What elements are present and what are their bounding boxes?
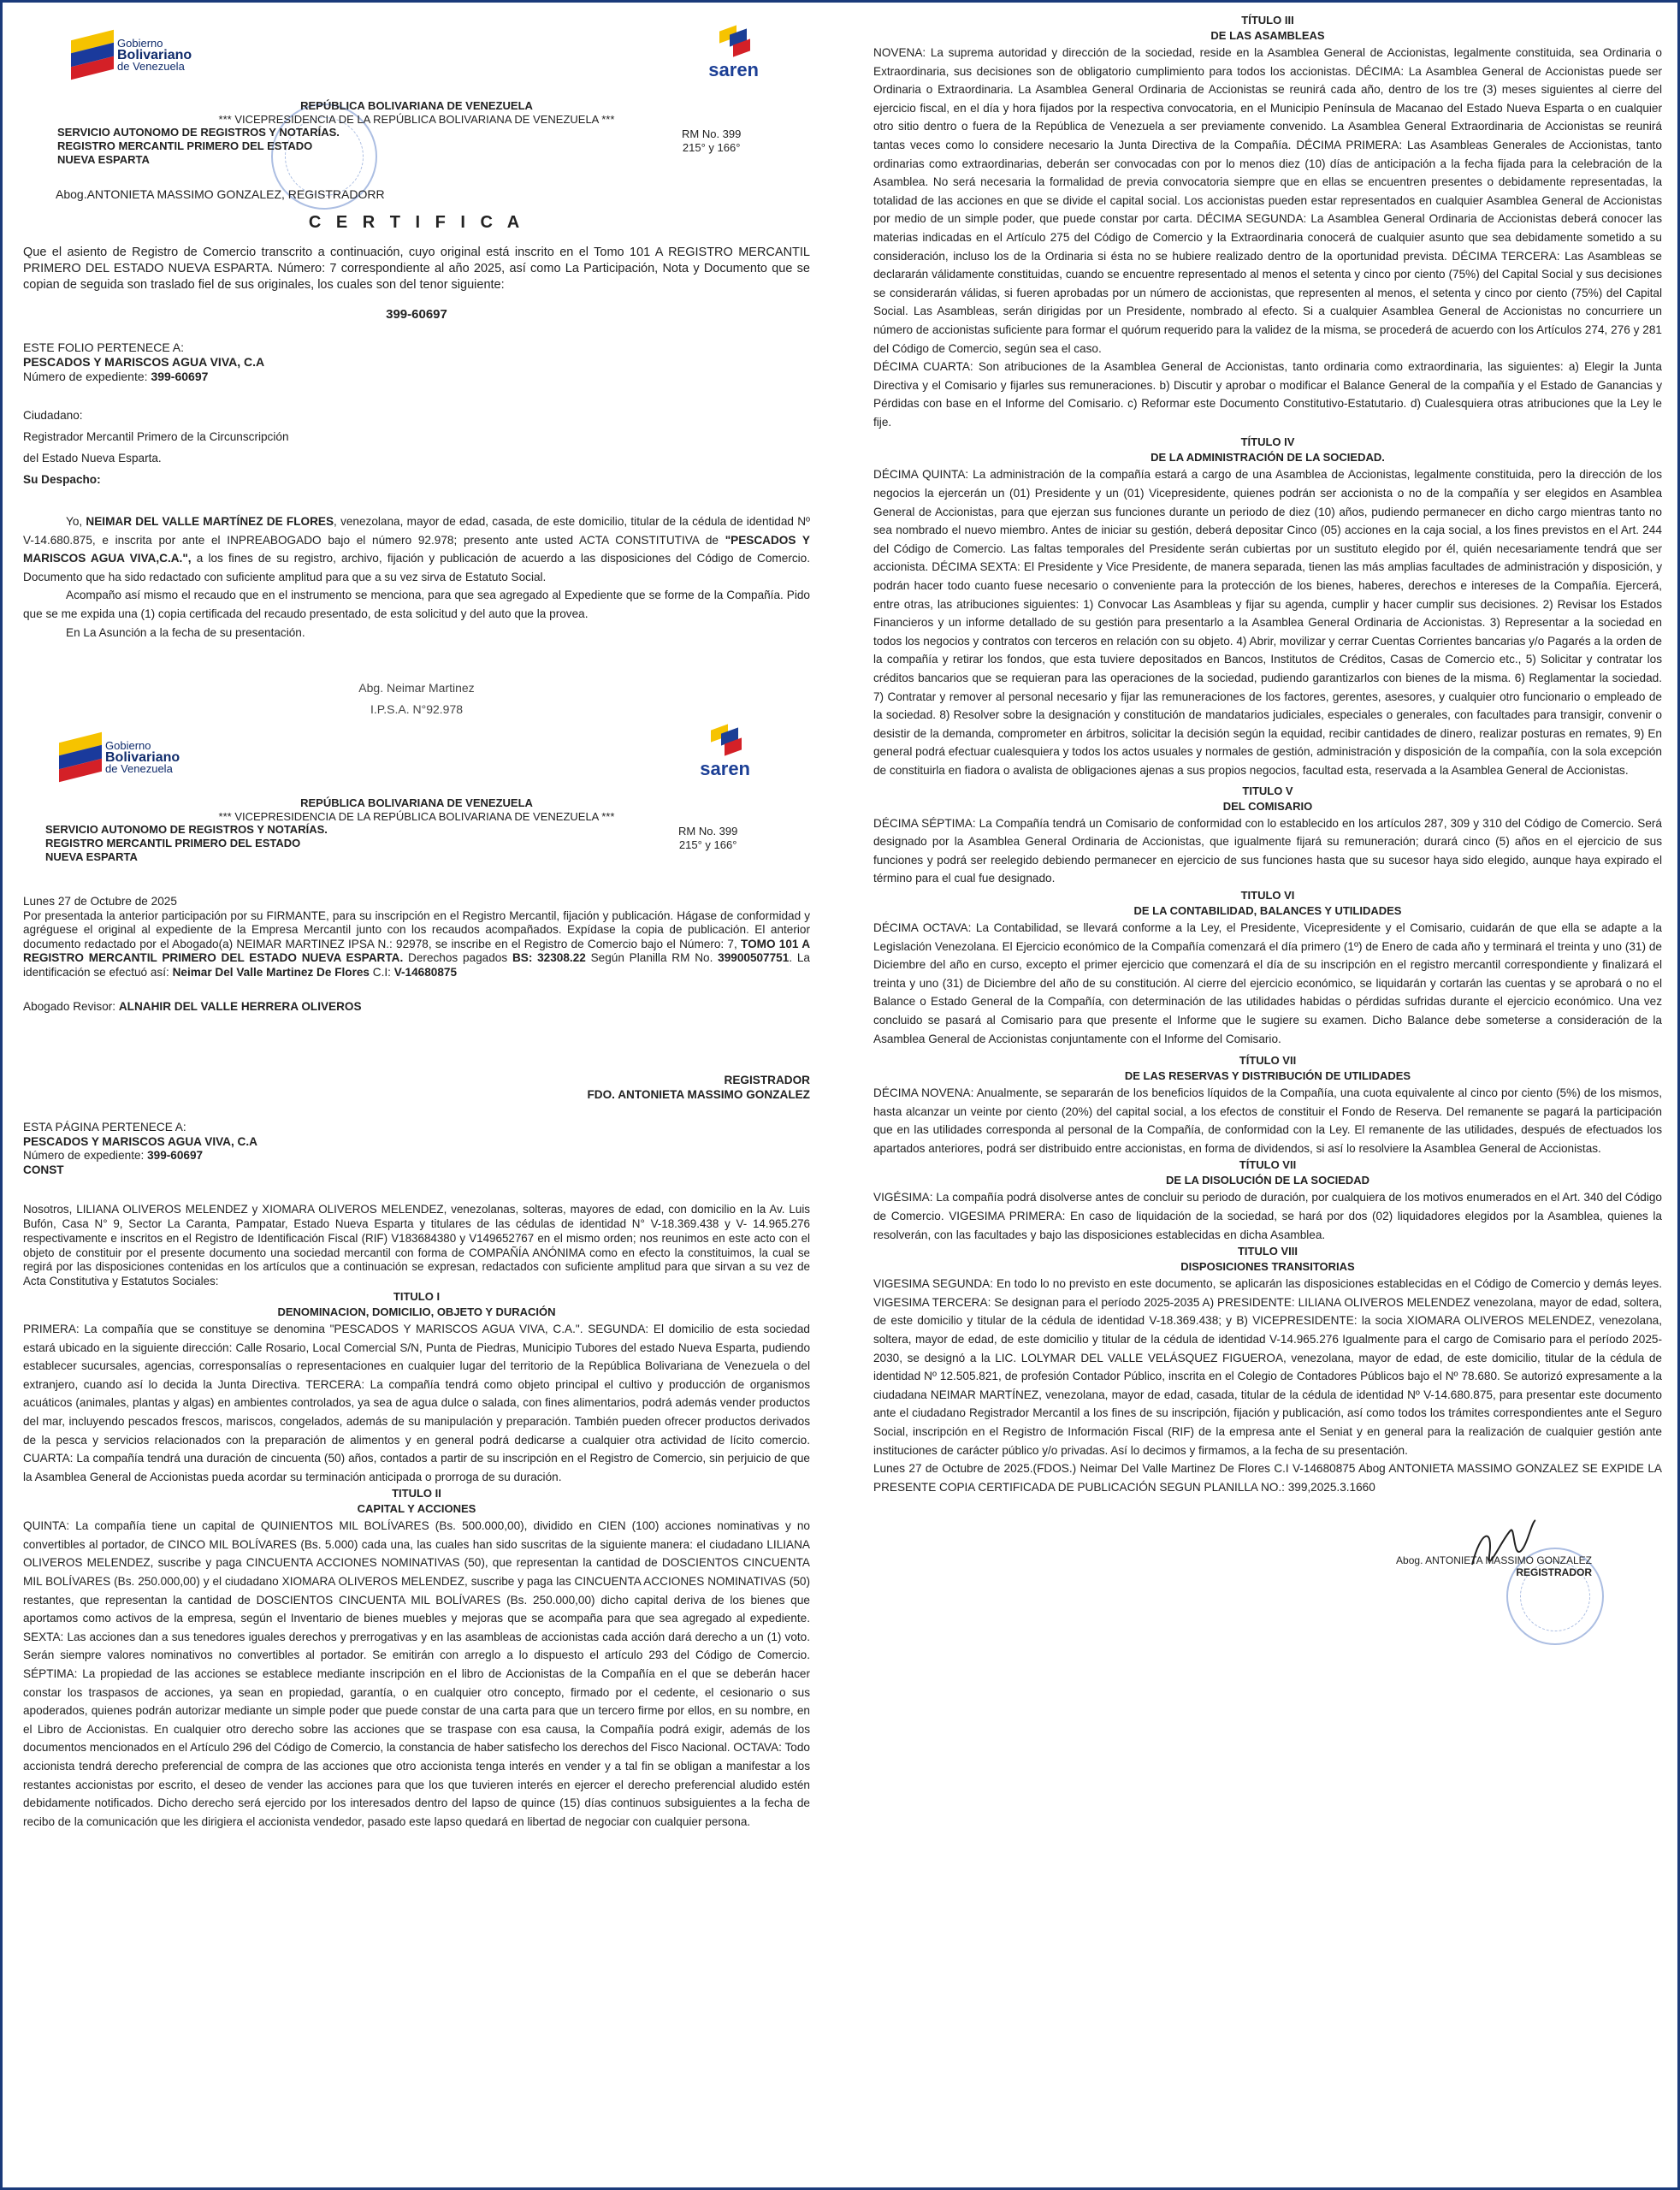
- saren-logo: [708, 27, 759, 81]
- addressee-block: [23, 405, 810, 490]
- gob-line2: Bolivariano: [117, 47, 192, 62]
- su-despacho: Su Despacho:: [23, 473, 101, 486]
- venezuela-flag-icon-2: [59, 732, 102, 782]
- registrar-line: Abog.ANTONIETA MASSIMO GONZALEZ, REGISTRADORR: [56, 187, 385, 201]
- note-text-c: Según Planilla RM No.: [585, 951, 719, 965]
- rm-number-2: RM No. 399: [678, 825, 738, 838]
- articles-20-21: VIGÉSIMA: La compañía podrá disolverse antes de concluir su periodo de duración, por cualquiera de los motivos enumerados en el Art. 340 del Código de Comercio. VIGESIMA PRIMERA: En caso de liquidación de la sociedad, se hará por dos (02) liquidadores elegidos por la Asamblea, quienes la resolverán, con las facultades y bajo las disposiciones establecidas en dicha Asamblea.: [873, 1191, 1662, 1241]
- titulo-3-name: DE LAS ASAMBLEAS: [1210, 29, 1325, 42]
- venezuela-flag-icon: [71, 30, 114, 80]
- p1-part-b: , venezolana, mayor de edad, casada, de este domicilio, titular de la cédula de identidad Nº V-14.680.875, e inscrita por ante el INPREABOGADO bajo el número 92.978; presento ante usted ACTA CONSTITUTIVA de: [23, 515, 811, 547]
- page-owner-expediente-number: 399-60697: [147, 1149, 204, 1163]
- titulo-7-name: DE LAS RESERVAS Y DISTRIBUCIÓN DE UTILIDADES: [1124, 1069, 1411, 1083]
- expediente-number: 399-60697: [151, 370, 209, 383]
- p1-part-c: a los fines de su registro, archivo, fijación y publicación de acuerdo a las disposiciones del Código de Comercio. Documento que ha sido redactado con suficiente amplitud para que a su vez sirva de Estatuto Social.: [23, 552, 810, 583]
- company-name: PESCADOS Y MARISCOS AGUA VIVA, C.A: [23, 355, 265, 369]
- registry-title: REGISTRO MERCANTIL PRIMERO DEL ESTADO NUEVA ESPARTA: [57, 139, 313, 166]
- titulo-7b-name: DE LA DISOLUCIÓN DE LA SOCIEDAD: [1165, 1174, 1370, 1187]
- applicant-ipsa: I.P.S.A. N°92.978: [370, 702, 464, 717]
- registrar-title: REGISTRADOR: [724, 1074, 810, 1087]
- final-signer: [1396, 1554, 1592, 1578]
- header-block-1: [23, 20, 810, 98]
- saren-mark-icon: [716, 27, 752, 57]
- titulo-8-name: DISPOSICIONES TRANSITORIAS: [1180, 1260, 1355, 1274]
- titulo-4-name: DE LA ADMINISTRACIÓN DE LA SOCIEDAD.: [1151, 451, 1385, 465]
- note-bs: BS: 32308.22: [512, 951, 586, 965]
- final-signature-block: [873, 1513, 1662, 1633]
- final-signer-name: Abog. ANTONIETA MASSIMO GONZALEZ: [1396, 1554, 1592, 1567]
- note-ci: V-14680875: [393, 965, 458, 979]
- titulo-7b: TÍTULO VII: [1239, 1158, 1297, 1172]
- articles-22-23: VIGESIMA SEGUNDA: En todo lo no previsto en este documento, se aplicarán las disposiciones establecidas en el Código de Comercio y demás leyes. VIGESIMA TERCERA: Se designan para el período 2025-2035 A) PRESIDENTE: LILIANA OLIVEROS MELENDEZ venezolana, mayor de edad, soltera, de este domicilio y titular de la cédula de identidad V-18.369.438; y B) VICEPRESIDENTE: la socia XIOMARA OLIVEROS MELENDEZ, venezolana, soltera, mayor de edad, de este domicilio y titular de la cédula de identidad V-14.965.276 Igualmente para el cargo de Comisario para el período 2025-2030, se designó a la LIC. LOLYMAR DEL VALLE VELÁSQUEZ FIGUEROA, venezolana, mayor de edad, de este domicilio, titular de la cédula de identidad Nº 12.505.821, de profesión Contador Público, inscrita en el Colegio de Contadores Públicos bajo el Nº 78.680. Se autorizó expresamente a la ciudadana NEIMAR MARTÍNEZ, venezolana, mayor de edad, casada, titular de la cédula de identidad Nº V-14.680.875, para presentar este documento ante el ciudadano Registrador Mercantil a los fines de su inscripción, fijación y publicación, así como todos los trámites correspondientes ante el Seguro Social, inscripción en el Registro de Información Fiscal (RIF) de la empresa ante el Seniat y en general para la realización de cualquier gestión ante instituciones de carácter público y/o privadas. Así lo decimos y firmamos, a la fecha de su presentación.: [873, 1277, 1662, 1457]
- titulo-8: TITULO VIII: [1237, 1245, 1298, 1258]
- vicepresidency-line-2: *** VICEPRESIDENCIA DE LA REPÚBLICA BOLIVARIANA DE VENEZUELA ***: [218, 810, 615, 824]
- revisor-line: [23, 1000, 810, 1013]
- articles-9-13: NOVENA: La suprema autoridad y dirección de la sociedad, reside en la Asamblea General de Accionistas, legalmente constituida, sea Ordinaria o Extraordinaria, sus decisiones son de obligatorio cumplimiento para todos los accionistas. DÉCIMA: La Asamblea General de Accionistas puede ser Ordinaria o Extraordinaria. La Asamblea General Ordinaria de Accionistas se reunirá cada año, dentro de los tre (3) meses siguientes al cierre del ejercicio fiscal, en el día y hora fijados por la respectiva convocatoria, en el Municipio Península de Macanao del Estado Nueva Esparta o en cualquier otro sitio dentro o fuera de la República de Venezuela a ser previamente convenido. La Asamblea General Extraordinaria de Accionistas se reunirá tantas veces como lo considere necesario la Junta Directiva de la Compañía. DÉCIMA PRIMERA: Las Asambleas Generales de Accionistas, tanto ordinarias como extraordinarias, deberán ser convocadas con por lo menos diez (10) días de anticipación a la fecha fijada para la celebración de la Asamblea. No será necesaria la formalidad de previa convocatoria siempre que en ellas se encuentren presentes o debidamente representadas, la totalidad de las acciones en que se divide el capital social. Los accionistas pueden estar representados en cualquier Asamblea General de Accionistas por medio de un simple poder, que puede constar por carta. DÉCIMA SEGUNDA: La Asamblea General Ordinaria de Accionistas deberá conocer las materias indicadas en el Artículo 275 del Código de Comercio y la Extraordinaria conocerá de cualquier asunto que sea debidamente sometido a su consideración, incluso los de la Ordinaria si ésta no se hubiere realizado dentro de la oportunidad prevista. DÉCIMA TERCERA: Las Asambleas se declararán válidamente constituidas, cuando se encuentre representado al menos el setenta y cinco por ciento (75%) del Capital Social y sus decisiones se considerarán válidas, si fueren aprobadas por un número de accionistas, que representen al menos, el setenta y cinco por ciento (75%) del Capital Social. Las Asambleas, serán dirigidas por un Presidente, nombrado al efecto. Si a cualquier Asamblea General de Accionistas no concurriere un número de accionistas suficiente para formar el quórum requerido para la validez de la misma, se procederá de acuerdo con los Artículos 274, 276 y 281 del Código de Comercio, según sea el caso.: [873, 46, 1662, 355]
- service-title-2: SERVICIO AUTONOMO DE REGISTROS Y NOTARÍAS.: [45, 823, 328, 837]
- p1-company: "PESCADOS Y MARISCOS AGUA VIVA,C.A.",: [23, 533, 810, 565]
- header-block-2: [23, 725, 810, 796]
- article-14: DÉCIMA CUARTA: Son atribuciones de la Asamblea General de Accionistas, tanto ordinaria como extraordinaria, las siguientes: a) Elegir la Junta Directiva y el Comisario y fijarles sus remuneraciones. b) Discutir y aprobar o modificar el Balance General de la compañía y el Estado de Ganancias y Pérdidas con base en el Informe del Comisario. c) Reformar este Documento Constitutivo-Estatutario. d) Cualesquiera otras atribuciones que la Ley le fije.: [873, 360, 1662, 429]
- saren-text-2: saren: [700, 758, 750, 780]
- titulo-6: TITULO VI: [1240, 888, 1295, 902]
- final-signer-title: REGISTRADOR: [1516, 1566, 1592, 1579]
- request-paragraph-3: En La Asunción a la fecha de su presentación.: [66, 625, 305, 639]
- request-paragraph-2: Acompaño así mismo el recaudo que en el instrumento se menciona, para que sea agregado al Expediente que se forme de la Compañía. Pido que se me expida una (1) copia certificada del recaudo presentado, de esta solicitud y del auto que la provea.: [23, 589, 810, 620]
- page-owner-expediente: [23, 1149, 810, 1163]
- registry-note: [23, 895, 810, 980]
- titulo-6-name: DE LA CONTABILIDAD, BALANCES Y UTILIDADES: [1133, 903, 1402, 917]
- titulo-5-name: DEL COMISARIO: [1222, 799, 1313, 813]
- article-19: DÉCIMA NOVENA: Anualmente, se separarán de los beneficios líquidos de la Compañía, una cuota equivalente al cinco por ciento (5%) de los mismos, hasta alcanzar un veinte por ciento (20%) del capital social, a los efectos de constituir el Fondo de Reserva. Del remanente se pagará la participación que en las utilidades corresponda al personal de la Compañía, de conformidad con la Ley. El remanente de las utilidades, después de efectuados los apartados anteriores, podrá ser distribuido entre accionistas, en forma de dividendos, si así lo resolviere la Asamblea General de Accionistas.: [873, 1086, 1662, 1155]
- gob-line1: Gobierno: [117, 36, 163, 50]
- page-owner-label: ESTA PÁGINA PERTENECE A:: [23, 1121, 186, 1134]
- request-paragraph-1: [23, 512, 810, 586]
- page-owner-expediente-label: Número de expediente:: [23, 1149, 148, 1163]
- articles-15-16: DÉCIMA QUINTA: La administración de la compañía estará a cargo de una Asamblea de Accionistas, legalmente constituida, pero la dirección de los negocios la ejercerán un (01) Presidente y un (01) Vicepresidente, quienes podrán ser accionista o no de la compañía y ser elegidos en Asamblea General de Accionistas, para que ejerzan sus funciones durante un periodo de diez (10) años, pudiendo permanecer en dicho cargo mientras tanto no sea nombrado el nuevo miembro. Antes de iniciar su gestión, deberá depositar Cinco (05) acciones en la caja social, a los fines previstos en el Art. 244 del Código de Comercio. Las faltas temporales del Presidente serán cubiertas por un sustituto elegido por él, quién necesariamente tendrá que ser accionista. DÉCIMA SEXTA: El Presidente y Vice Presidente, de manera separada, tienen las más amplias facultades de administración y disposición, y podrán hacer todo cuanto fuese necesario o conveniente para la protección de los bienes, haberes, derechos e intereses de la Compañía. Ejercerá, entre otras, las atribuciones siguientes: 1) Convocar Las Asambleas y fijar su agenda, cumplir y hacer cumplir sus decisiones. 2) Revisar los Estados Financieros y un informe detallado de su gestión para presentarlo a la Asamblea General Ordinaria de Accionistas. 3) Representar a la sociedad en todos los negocios y contratos con terceros en relación con su objeto. 4) Abrir, movilizar y cerrar Cuentas Corrientes bancarias y/o Pagarés a la orden de la compañía y retirar los fondos, que esta tuviere depositados en Bancos, Institutos de Créditos, Casas de Comercio etc., 5) Solicitar y contratar los créditos bancarios que se requieran para las operaciones de la sociedad, pudiendo garantizarlos con bienes de la misma. 6) Reglamentar la sociedad. 7) Contratar y remover al personal necesario y fijar las remuneraciones de los factores, gerentes, asesores, y cualquier otro funcionario o empleado de la sociedad. 8) Resolver sobre la designación y constitución de mandatarios judiciales, especiales o generales, con facultades para transigir, convenir o desistir de la demanda, comprometer en árbitros, solicitar la decisión según la equidad, recibir cantidades de dinero, realizar posturas en remates, 9) En general podrá efectuar cualesquiera y todos los actos usuales y normales de gestión, administración y disposición de la compañía, con la sola excepción de constituirla en fiadora o avalista de obligaciones ajenas a sus propios negocios, facultad esta, reservada a la Asamblea General de Accionistas.: [873, 468, 1662, 777]
- page-owner-company: PESCADOS Y MARISCOS AGUA VIVA, C.A: [23, 1134, 257, 1148]
- registry-header-1: [23, 98, 810, 208]
- article-18: DÉCIMA OCTAVA: La Contabilidad, se llevará conforme a la Ley, el Presidente, Vicepresidente y el Comisario, cuidarán de que ella se adapte a la Legislación Venezolana. El Ejercicio económico de la Compañía comenzará el día primero (1º) de Enero de cada año y terminará el treinta y uno (31) de Diciembre del año en curso, excepto el primer ejercicio que comenzará el día de su inscripción en el registro mercantil correspondiente y finalizará el treinta y uno (31) de Diciembre del año de su constitución. Al cierre del ejercicio económico, se liquidarán y cortarán las cuentas y se aprobará o no el Balance o Estado General de la Compañía, con determinación de las utilidades habidas o pérdidas sufridas durante el ejercicio económico. Una vez concluido se pasará al Comisario para que presente el Informe que le sugiere su examen. Dicho Balance debe someterse a consideración de la Asamblea General de Accionistas conjuntamente con el Informe del Comisario.: [873, 920, 1662, 1045]
- titulo-1: TITULO I: [393, 1289, 441, 1303]
- right-column: [873, 13, 1662, 1633]
- note-text-d: . La identificación se efectuó así:: [23, 951, 810, 979]
- service-title: SERVICIO AUTONOMO DE REGISTROS Y NOTARÍAS.: [57, 126, 340, 139]
- certifica-heading: C E R T I F I C A: [308, 213, 525, 232]
- gob2-line1: Gobierno: [105, 738, 151, 752]
- expediente-label: Número de expediente:: [23, 370, 151, 383]
- closing-line: Lunes 27 de Octubre de 2025.(FDOS.) Neimar Del Valle Martinez De Flores C.I V-14680875 Abog ANTONIETA MASSIMO GONZALEZ SE EXPIDE LA PRESENTE COPIA CERTIFICADA DE PUBLICACIÓN SEGUN PLANILLA NO.: 399,2025.3.1660: [873, 1462, 1662, 1494]
- rm-coords: 215° y 166°: [682, 141, 741, 154]
- articles-1-4: PRIMERA: La compañía que se constituye se denomina "PESCADOS Y MARISCOS AGUA VIVA, C.A.". SEGUNDA: El domicilio de esta sociedad estará ubicado en la siguiente dirección: Calle Rosario, Local Comercial S/N, Punta de Piedras, Municipio Tubores del estado Nueva Esparta, pudiendo establecer sucursales, agencias, corresponsalías o representaciones en cualquier lugar del territorio de la República Bolivariana de Venezuela o del extranjero, cuando así lo decida la Junta Directiva. TERCERA: La compañía tendrá como objeto principal el cultivo y producción de organismos acuáticos (animales, plantas y algas) en ambientes controlados, ya sea de agua dulce o salada, con fines alimentarios, podrá además vender productos del mar, incluyendo pescados frescos, mariscos, congelados, además de su manipulación y preparación. También pueden ofrecer productos derivados de la pesca y servicios relacionados con la preparación de alimentos y en general podrá dedicarse a cualquier otra actividad de lícito comercio. CUARTA: La compañía tendrá una duración de cincuenta (50) años, contados a partir de su inscripción en el Registro de Comercio, sin perjuicio de que la Asamblea General de Accionistas pueda acordar su terminación anticipada o prorroga de su duración.: [23, 1322, 810, 1483]
- const-label: CONST: [23, 1163, 64, 1176]
- saren-text: saren: [708, 59, 759, 80]
- note-planilla: 39900507751: [718, 951, 790, 965]
- acta-constitutiva: [23, 1203, 810, 1831]
- p1-name: NEIMAR DEL VALLE MARTÍNEZ DE FLORES: [86, 515, 334, 528]
- note-text: [23, 909, 810, 980]
- note-text-a: Por presentada la anterior participación por su FIRMANTE, para su inscripción en el Registro Mercantil, fijación y publicación. Hágase de conformidad y agréguese el original al expediente de la Empresa Mercantil junto con los recaudos acompañados. Expídase la copia de publicación. El anterior documento redactado por el Abogado(a) NEIMAR MARTINEZ IPSA N.: 92978, se inscribe en el Registro de Comercio bajo el Número: 7,: [23, 909, 810, 950]
- certificate-intro: Que el asiento de Registro de Comercio transcrito a continuación, cuyo original está inscrito en el Tomo 101 A REGISTRO MERCANTIL PRIMERO DEL ESTADO NUEVA ESPARTA. Número: 7 correspondiente al año 2025, así como La Participación, Nota y Documento que se copian de seguida son traslado fiel de sus originales, los cuales son del tenor siguiente:: [23, 246, 810, 292]
- titulo-7: TÍTULO VII: [1239, 1054, 1297, 1068]
- revisor-label: Abogado Revisor:: [23, 1000, 119, 1014]
- republic-title-2: REPÚBLICA BOLIVARIANA DE VENEZUELA: [300, 796, 533, 810]
- note-tomo: TOMO 101 A REGISTRO MERCANTIL PRIMERO DEL ESTADO NUEVA ESPARTA.: [23, 937, 811, 965]
- titulo-4: TÍTULO IV: [1240, 435, 1295, 449]
- saren-mark-icon-2: [707, 725, 743, 756]
- addressee-line2: del Estado Nueva Esparta.: [23, 452, 162, 465]
- acta-intro: Nosotros, LILIANA OLIVEROS MELENDEZ y XIOMARA OLIVEROS MELENDEZ, venezolanas, solteras, mayores de edad, con domicilio en la Av. Luis Bufón, Casa N° 9, Sector La Caranta, Pampatar, Estado Nueva Esparta y titulares de las cédulas de identidad N° V-18.369.438 y V- 14.965.276 respectivamente e inscritos en el Registro de Identificación Fiscal (RIF) V183684380 y V149652767 en el mismo orden; nos reunimos en este acto con el objeto de constituir por el presente documento una sociedad mercantil con forma de COMPAÑÍA ANÓNIMA como en efecto la constituimos, la cual se regirá por las disposiciones contenidas en los artículos que a continuación se expresan, redactados con suficiente amplitud para que sirvan a su vez de Acta Constitutiva y Estatutos Sociales:: [23, 1203, 810, 1288]
- ciudadano-label: Ciudadano:: [23, 409, 83, 422]
- addressee-line1: Registrador Mercantil Primero de la Circunscripción: [23, 430, 289, 443]
- registry-header-2: [23, 796, 810, 873]
- republic-title: REPÚBLICA BOLIVARIANA DE VENEZUELA: [300, 99, 533, 112]
- page-owner-block: [23, 1121, 810, 1177]
- request-body: [23, 512, 810, 642]
- applicant-signature: [23, 678, 810, 720]
- vicepresidency-line: *** VICEPRESIDENCIA DE LA REPÚBLICA BOLIVARIANA DE VENEZUELA ***: [218, 113, 615, 126]
- registrar-sign-block: [23, 1073, 810, 1102]
- folio-label: ESTE FOLIO PERTENECE A:: [23, 340, 185, 354]
- titulo-5: TITULO V: [1242, 784, 1293, 797]
- gobierno-bolivariano-logo: [71, 35, 192, 74]
- registrar-fdo: FDO. ANTONIETA MASSIMO GONZALEZ: [587, 1088, 810, 1102]
- rm-number: RM No. 399: [682, 127, 742, 140]
- rm-coords-2: 215° y 166°: [678, 838, 737, 852]
- p1-part-a: Yo,: [66, 515, 86, 528]
- article-17: DÉCIMA SÉPTIMA: La Compañía tendrá un Comisario de conformidad con lo establecido en los artículos 287, 309 y 310 del Código de Comercio. Será designado por la Asamblea General Ordinaria de Accionistas, que igualmente fijará su remuneración; durará cinco (5) años en el ejercicio de sus funciones y podrá ser reelegido debiendo permanecer en ejercicio de sus funciones hasta que su sucesor haya sido elegido, aunque haya expirado el término para el cual fue designado.: [873, 816, 1662, 885]
- articles-5-8: QUINTA: La compañía tiene un capital de QUINIENTOS MIL BOLÍVARES (Bs. 500.000,00), dividido en CIEN (100) acciones nominativas y no convertibles al portador, de CINCO MIL BOLÍVARES (Bs. 5.000) cada una, las cuales han sido suscritas de la siguiente manera: el ciudadano LILIANA OLIVEROS MELENDEZ, suscribe y paga CINCUENTA ACCIONES NOMINATIVAS (50), que representan la cantidad de DOSCIENTOS CINCUENTA MIL BOLÍVARES (Bs. 250.000,00) y el ciudadano XIOMARA OLIVEROS MELENDEZ, suscribe y paga las CINCUENTA ACCIONES NOMINATIVAS (50) restantes, que representan la cantidad de DOSCIENTOS CINCUENTA MIL BOLÍVARES (Bs. 250.000,00) dicho capital deriva de los bienes que aportamos como activos de la empresa, según el Inventario de bienes muebles y mejoras que se acompaña para que sea agregado al expediente. SEXTA: Las acciones dan a sus tenedores iguales derechos y prerrogativas y en las asambleas de accionistas cada acción dará derecho a un (1) voto. Serán siempre valores nominativos no convertibles al portador. Se emitirán con arreglo a lo dispuesto el artículo 293 del Código de Comercio. SÉPTIMA: La propiedad de las acciones se establece mediante inscripción en el libro de Accionistas de la Compañía en el que se deberán hacer constar los traspasos de acciones, ya sean en propiedad, garantía, o en cualquier otro concepto, firmado por el cedente, el cesionario o sus apoderados, quienes podrán autorizar mediante un simple poder que puede constar de una carta para que un tercero firme por ellos, en su nombre, en el Libro de Accionistas. En cualquier otro derecho sobre las acciones que se traspase con esa causa, la Compañía podrá exigir, además de los documentos mencionados en el Artículo 296 del Código de Comercio, la constancia de haber satisfecho los derechos del Fisco Nacional. OCTAVA: Todo accionista tendrá derecho preferencial de compra de las acciones que otro accionista tenga interés en vender y a tal fin se obligan a manifestar a los restantes accionistas por escrito, el deseo de vender las acciones para que los que tuvieren interés en ejercer el derecho preferencial aludido estén debidamente notificados. Dicho derecho será ejercido por los interesados dentro del lapso de quince (15) días continuos subsiguientes a la fecha de recibo de la comunicación que les dirigiera el accionista vendedor, pasado este lapso quedará en libertad de negociar con cualquier persona.: [23, 1519, 810, 1828]
- revisor-name: ALNAHIR DEL VALLE HERRERA OLIVEROS: [118, 1000, 362, 1014]
- note-text-e: C.I:: [370, 965, 394, 979]
- gob-line3: de Venezuela: [117, 59, 185, 73]
- certificate-number: 399-60697: [386, 307, 447, 322]
- expediente-line: [23, 370, 810, 384]
- note-date: Lunes 27 de Octubre de 2025: [23, 895, 177, 909]
- left-column: [23, 20, 810, 1831]
- saren-logo-2: [700, 725, 750, 780]
- applicant-name: Abg. Neimar Martinez: [358, 681, 475, 695]
- note-text-b: Derechos pagados: [403, 951, 512, 965]
- gob2-line3: de Venezuela: [105, 761, 173, 775]
- gobierno-bolivariano-logo-2: [59, 737, 180, 777]
- note-ident: Neimar Del Valle Martinez De Flores: [172, 965, 370, 979]
- titulo-2: TITULO II: [392, 1487, 441, 1500]
- registry-title-2: REGISTRO MERCANTIL PRIMERO DEL ESTADO NUEVA ESPARTA: [45, 837, 301, 864]
- folio-block: [23, 340, 810, 384]
- titulo-2-name: CAPITAL Y ACCIONES: [357, 1502, 476, 1516]
- gob2-line2: Bolivariano: [105, 749, 180, 765]
- titulo-3: TÍTULO III: [1241, 14, 1294, 27]
- titulo-1-name: DENOMINACION, DOMICILIO, OBJETO Y DURACIÓN: [277, 1305, 556, 1318]
